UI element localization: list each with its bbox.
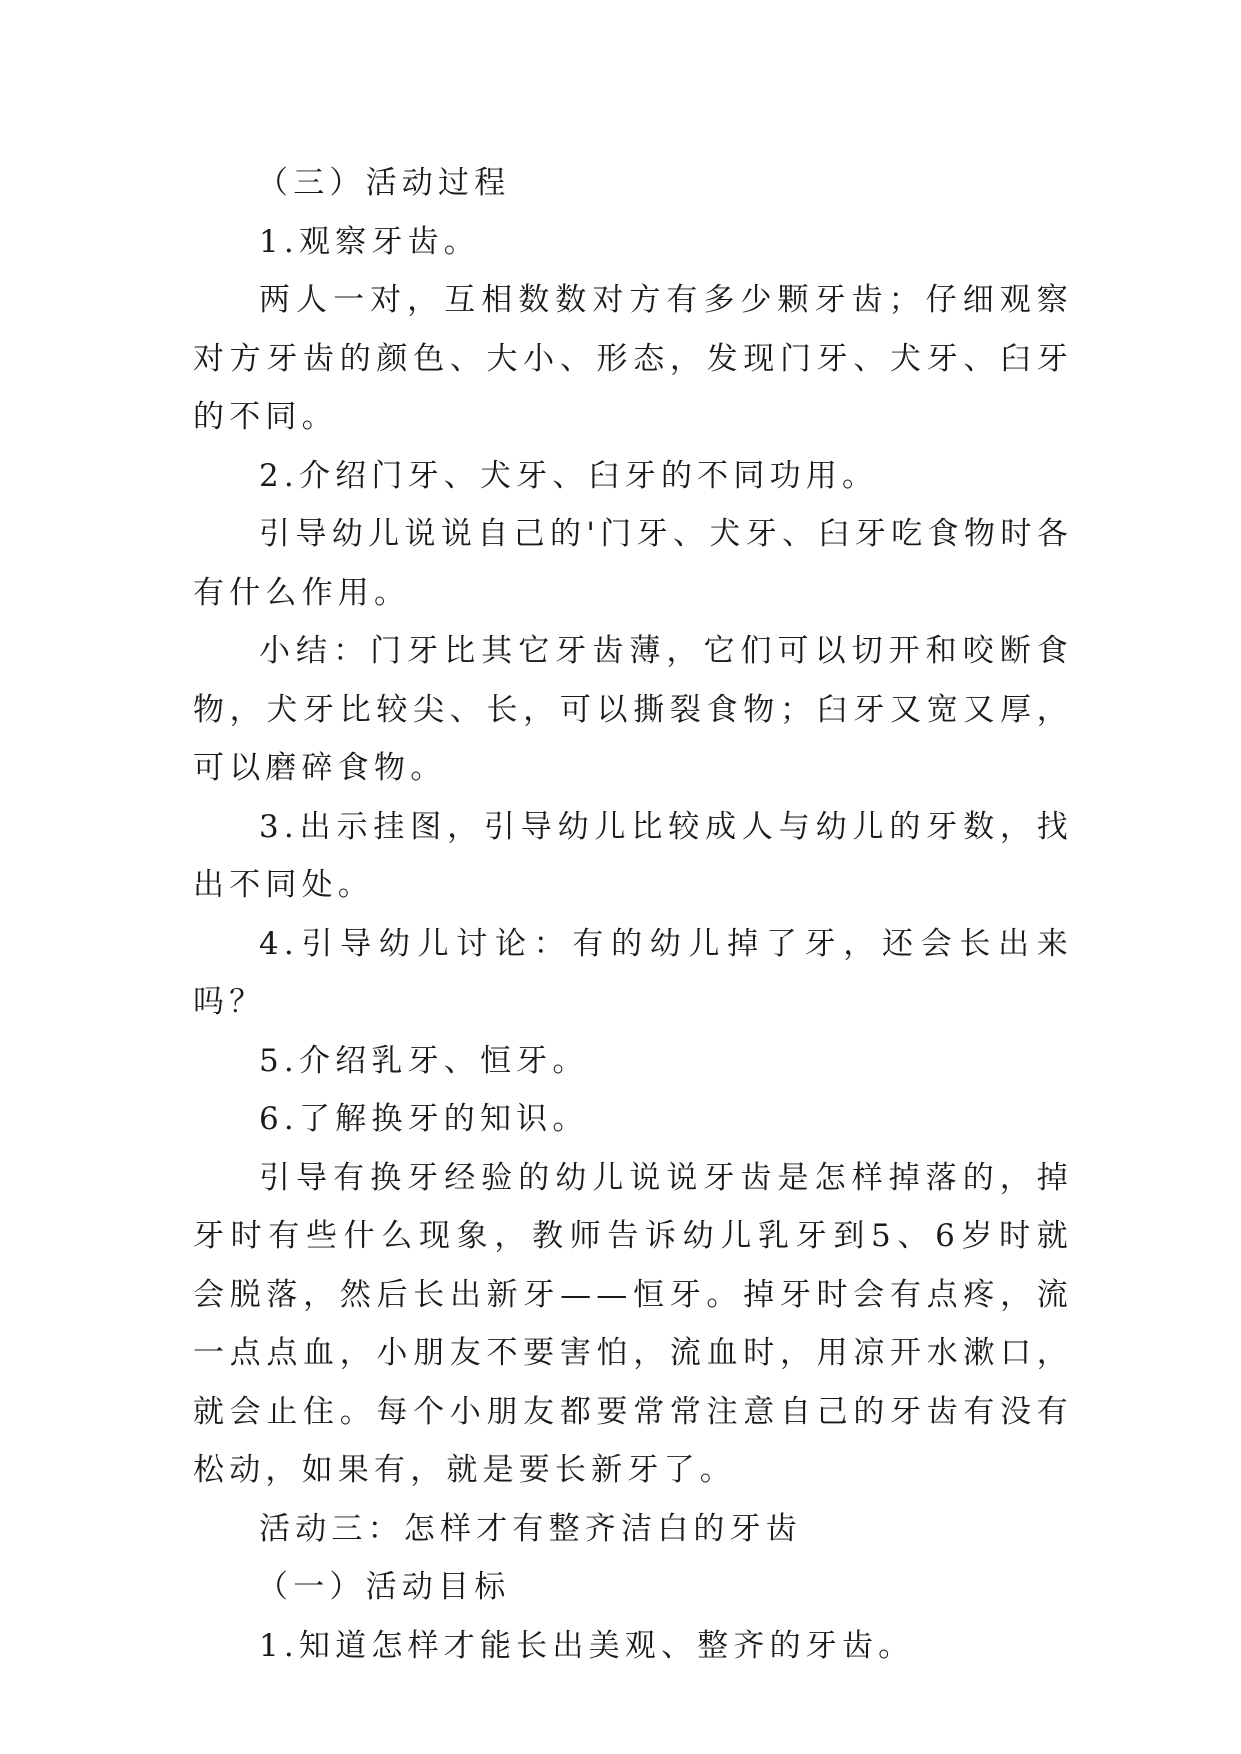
paragraph-summary: 小结：门牙比其它牙齿薄，它们可以切开和咬断食物，犬牙比较尖、长，可以撕裂食物；臼牙又宽又厚，可以磨碎食物。 (193, 633, 1073, 786)
list-item-teeth-functions: 2.介绍门牙、犬牙、臼牙的不同功用。 (259, 457, 879, 494)
document-body (193, 154, 1073, 1675)
list-item-observe-teeth: 1.观察牙齿。 (259, 223, 480, 260)
section-heading-process: （三）活动过程 (257, 165, 511, 201)
section-heading-goals: （一）活动目标 (257, 1569, 511, 1605)
list-item-wall-chart: 3.出示挂图，引导幼儿比较成人与幼儿的牙数，找出不同处。 (193, 808, 1073, 903)
list-item-tooth-change: 6.了解换牙的知识。 (259, 1101, 589, 1137)
paragraph-tooth-change: 引导有换牙经验的幼儿说说牙齿是怎样掉落的，掉牙时有些什么现象，教师告诉幼儿乳牙到5、6岁时就会脱落，然后长出新牙——恒牙。掉牙时会有点疼，流一点点血，小朋友不要害怕，流血时，用凉开水漱口，就会止住。每个小朋友都要常常注意自己的牙齿有没有松动，如果有，就是要长新牙了。 (193, 1159, 1073, 1488)
activity-three-title: 活动三：怎样才有整齐洁白的牙齿 (259, 1510, 802, 1547)
list-item-baby-permanent-teeth: 5.介绍乳牙、恒牙。 (259, 1042, 589, 1079)
paragraph-observe-teeth: 两人一对，互相数数对方有多少颗牙齿；仔细观察对方牙齿的颜色、大小、形态，发现门牙、犬牙、臼牙的不同。 (193, 282, 1073, 435)
paragraph-teeth-functions: 引导幼儿说说自己的'门牙、犬牙、臼牙吃食物时各有什么作用。 (193, 516, 1073, 611)
list-item-goal-one: 1.知道怎样才能长出美观、整齐的牙齿。 (259, 1627, 915, 1664)
list-item-discussion: 4.引导幼儿讨论：有的幼儿掉了牙，还会长出来吗？ (193, 925, 1073, 1020)
